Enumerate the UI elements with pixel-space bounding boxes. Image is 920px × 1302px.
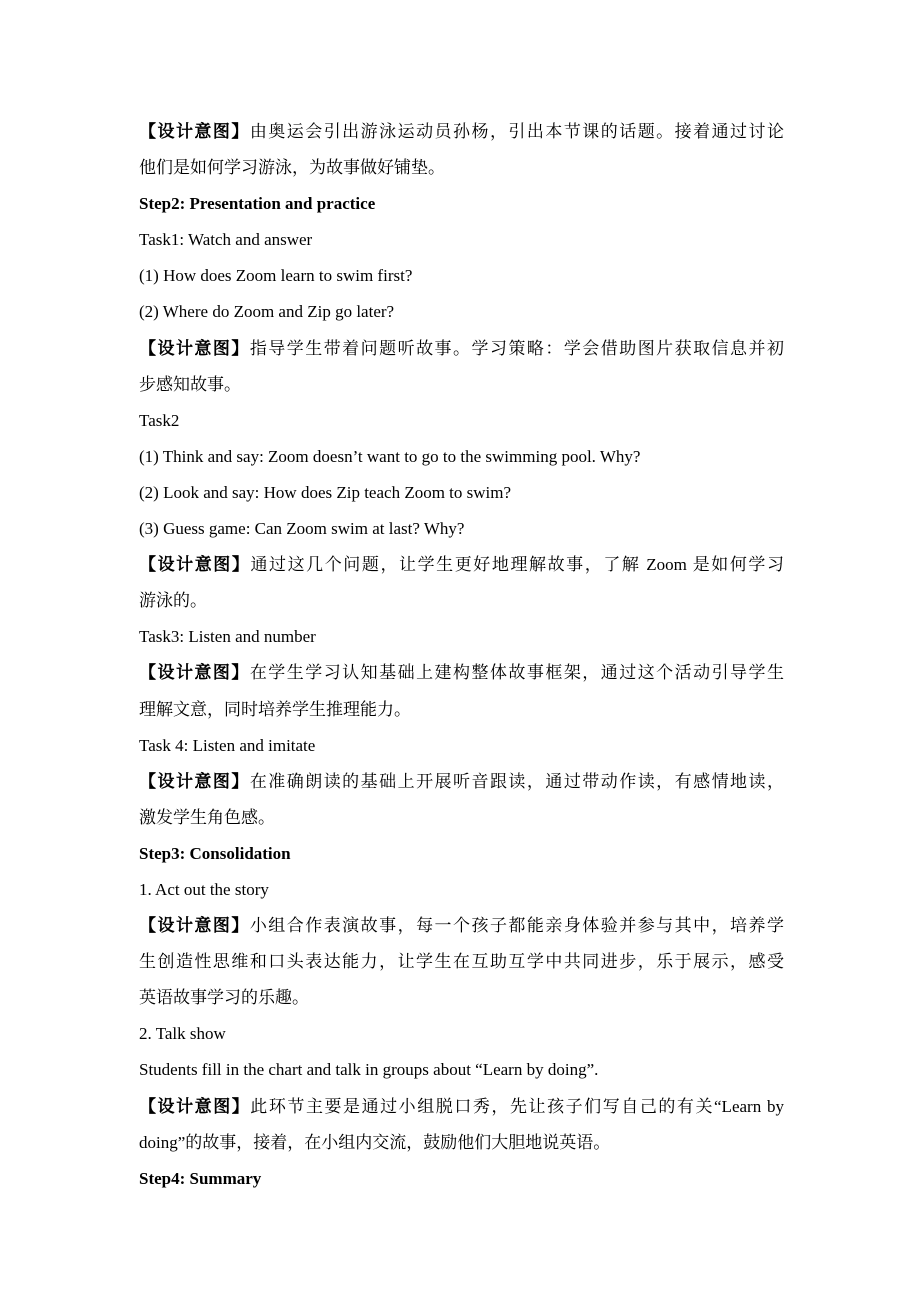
paragraph-continuation: 理解文意，同时培养学生推理能力。	[139, 699, 411, 719]
task3-title: Task3: Listen and number	[139, 627, 316, 647]
design-intent-paragraph-1	[139, 114, 784, 150]
paragraph-text: 在准确朗读的基础上开展听音跟读，通过带动作读，有感情地读，	[249, 771, 784, 791]
task2-question-1: (1) Think and say: Zoom doesn’t want to go to the swimming pool. Why?	[139, 446, 641, 466]
paragraph-continuation: 激发学生角色感。	[139, 807, 275, 827]
task2-question-2: (2) Look and say: How does Zip teach Zoom to swim?	[139, 482, 512, 502]
step3-heading: Step3: Consolidation	[139, 843, 291, 863]
design-intent-paragraph-7	[139, 1089, 784, 1125]
design-intent-tag: 【设计意图】	[139, 338, 250, 358]
paragraph-continuation: 步感知故事。	[139, 374, 241, 394]
task1-question-2: (2) Where do Zoom and Zip go later?	[139, 302, 395, 322]
paragraph-continuation: 他们是如何学习游泳，为故事做好铺垫。	[139, 158, 445, 178]
design-intent-tag: 【设计意图】	[139, 555, 251, 575]
task1-question-1: (1) How does Zoom learn to swim first?	[139, 266, 413, 286]
paragraph-continuation: doing”的故事，接着，在小组内交流，鼓励他们大胆地说英语。	[139, 1132, 611, 1152]
design-intent-paragraph-6	[139, 908, 784, 944]
design-intent-paragraph-3	[139, 547, 784, 583]
talk-show-description: Students fill in the chart and talk in groups about “Learn by doing”.	[139, 1060, 599, 1080]
paragraph-text: 通过这几个问题，让学生更好地理解故事，了解 Zoom 是如何学习	[250, 555, 784, 575]
task2-question-3: (3) Guess game: Can Zoom swim at last? Why?	[139, 519, 465, 539]
step4-heading: Step4: Summary	[139, 1168, 262, 1188]
design-intent-tag: 【设计意图】	[139, 122, 250, 141]
paragraph-continuation: 游泳的。	[139, 591, 207, 611]
talk-show-item: 2. Talk show	[139, 1024, 226, 1044]
act-out-item: 1. Act out the story	[139, 879, 269, 899]
design-intent-tag: 【设计意图】	[139, 916, 250, 936]
design-intent-paragraph-4	[139, 655, 784, 691]
paragraph-continuation: 英语故事学习的乐趣。	[139, 988, 309, 1008]
design-intent-tag: 【设计意图】	[139, 771, 250, 791]
paragraph-text: 指导学生带着问题听故事。学习策略：学会借助图片获取信息并初	[249, 338, 784, 358]
task2-title: Task2	[139, 410, 180, 430]
task1-title: Task1: Watch and answer	[139, 230, 313, 250]
design-intent-tag: 【设计意图】	[139, 1096, 251, 1116]
step2-heading: Step2: Presentation and practice	[139, 194, 376, 214]
paragraph-text: 小组合作表演故事，每一个孩子都能亲身体验并参与其中，培养学	[249, 916, 784, 936]
paragraph-continuation: 生创造性思维和口头表达能力，让学生在互助互学中共同进步，乐于展示，感受	[139, 952, 784, 972]
document-page	[139, 114, 784, 1197]
design-intent-tag: 【设计意图】	[139, 663, 250, 683]
paragraph-text: 此环节主要是通过小组脱口秀，先让孩子们写自己的有关“Learn by	[250, 1096, 784, 1116]
task4-title: Task 4: Listen and imitate	[139, 735, 316, 755]
paragraph-text: 由奥运会引出游泳运动员孙杨，引出本节课的话题。接着通过讨论	[249, 122, 784, 141]
paragraph-text: 在学生学习认知基础上建构整体故事框架，通过这个活动引导学生	[249, 663, 784, 683]
design-intent-paragraph-2	[139, 331, 784, 367]
design-intent-paragraph-5	[139, 764, 784, 800]
